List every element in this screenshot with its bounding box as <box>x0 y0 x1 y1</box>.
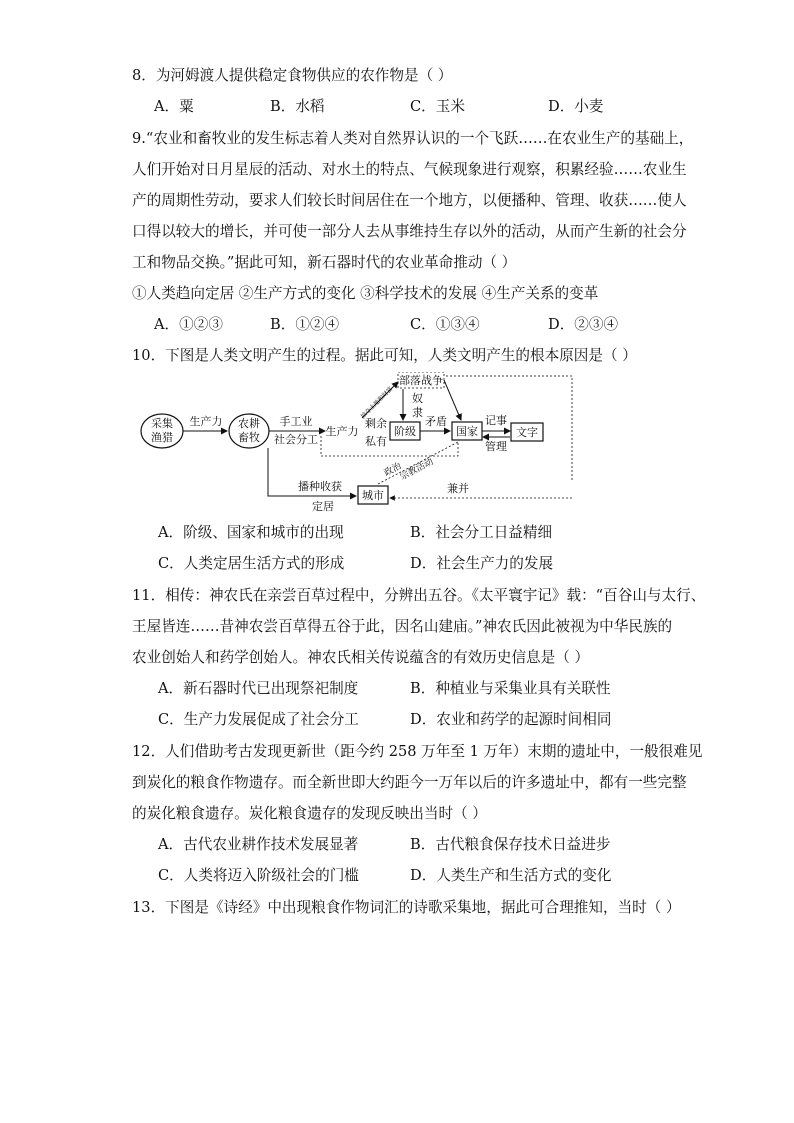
label-politics: 政治 <box>382 461 404 479</box>
q9-line-4: 口得以较大的增长，并可使一部分人去从事维持生存以外的活动，从而产生新的社会分 <box>132 223 687 240</box>
q9-line-5: 工和物品交换。”据此可知，新石器时代的农业革命推动（ ） <box>132 254 517 271</box>
label-private: 私有 <box>365 435 387 448</box>
label-slave-1: 奴 <box>412 392 423 405</box>
q9-option-a: A．①②③ <box>154 316 223 333</box>
node-tribal-war-label: 部落战争 <box>399 374 443 387</box>
node-nonggeng-line2: 畜牧 <box>238 431 260 444</box>
label-productivity-1: 生产力 <box>189 415 223 428</box>
q8-option-b: B．水稻 <box>270 98 325 115</box>
label-annex: 兼并 <box>447 482 469 495</box>
q11-line-1: 11．相传：神农氏在亲尝百草过程中，分辨出五谷。《太平寰宇记》载：“百谷山与太行、 <box>132 587 706 604</box>
q8-stem: 8．为河姆渡人提供稳定食物供应的农作物是（ ） <box>132 67 453 84</box>
label-manage: 管理 <box>485 440 507 453</box>
node-nonggeng-line1: 农耕 <box>238 417 260 430</box>
q12-option-c: C．人类将迈入阶级社会的门槛 <box>158 867 359 884</box>
label-productivity-2: 生产力 <box>325 425 359 438</box>
q9-line-3: 产的周期性劳动，要求人们较长时间居住在一个地方，以便播种、管理、收获……使人 <box>132 192 687 209</box>
label-sow-harvest: 播种收获 <box>298 480 342 493</box>
q11-option-c: C．生产力发展促成了社会分工 <box>158 711 359 728</box>
q9-option-d: D．②③④ <box>548 316 619 333</box>
q11-option-a: A．新石器时代已出现祭祀制度 <box>158 680 359 697</box>
node-state-label: 国家 <box>456 425 478 438</box>
label-slave-2: 隶 <box>412 406 423 419</box>
label-religion: 宗教活动 <box>398 456 436 483</box>
node-city-label: 城市 <box>362 489 384 502</box>
label-record: 记事 <box>485 414 507 427</box>
q12-line-3: 的炭化粮食遗存。炭化粮食遗存的发现反映出当时（ ） <box>132 805 487 822</box>
q8-option-d: D．小麦 <box>548 98 604 115</box>
label-handicraft: 手工业 <box>279 415 313 428</box>
q11-option-b: B．种植业与采集业具有关联性 <box>410 680 611 697</box>
q12-option-b: B．古代粮食保存技术日益进步 <box>410 836 611 853</box>
q11-option-d: D．农业和药学的起源时间相同 <box>410 711 612 728</box>
q9-items: ①人类趋向定居 ②生产方式的变化 ③科学技术的发展 ④生产关系的变革 <box>132 285 599 302</box>
label-social-division: 社会分工 <box>274 433 318 446</box>
q11-line-2: 王屋皆连……昔神农尝百草得五谷于此，因名山建庙。”神农氏因此被视为中华民族的 <box>132 618 673 635</box>
node-caiji-line1: 采集 <box>151 417 173 430</box>
q12-line-2: 到炭化的粮食作物遗存。而全新世即大约距今一万年以后的许多遗址中，都有一些完整 <box>132 774 687 791</box>
q12-option-a: A．古代农业耕作技术发展显著 <box>158 836 359 853</box>
node-caiji-line2: 渔猎 <box>151 431 173 444</box>
label-plunder: 掠夺土地和财富 <box>359 385 395 421</box>
q10-option-b: B．社会分工日益精细 <box>410 524 553 541</box>
q9-option-b: B．①②④ <box>270 316 340 333</box>
civilization-flow-diagram <box>140 372 580 512</box>
q10-stem: 10．下图是人类文明产生的过程。据此可知，人类文明产生的根本原因是（ ） <box>132 347 637 364</box>
node-class-label: 阶级 <box>394 425 416 438</box>
label-settle: 定居 <box>312 500 334 512</box>
q10-option-a: A．阶级、国家和城市的出现 <box>158 524 344 541</box>
q8-option-c: C．玉米 <box>410 98 465 115</box>
q9-line-2: 人们开始对日月星辰的活动、对水土的特点、气候现象进行观察，积累经验……农业生 <box>132 161 687 178</box>
q9-line-1: 9.“农业和畜牧业的发生标志着人类对自然界认识的一个飞跃……在农业生产的基础上， <box>132 130 694 147</box>
q12-line-1: 12．人们借助考古发现更新世（距今约 258 万年至 1 万年）末期的遗址中，一般很难见 <box>132 743 703 760</box>
label-contradiction: 矛盾 <box>425 415 447 428</box>
q13-stem: 13．下图是《诗经》中出现粮食作物词汇的诗歌采集地，据此可合理推知，当时（ ） <box>132 899 681 916</box>
q12-option-d: D．人类生产和生活方式的变化 <box>410 867 612 884</box>
label-surplus: 剩余 <box>365 417 387 430</box>
arrow-war-to-state <box>444 380 461 420</box>
q9-option-c: C．①③④ <box>410 316 480 333</box>
q11-line-3: 农业创始人和药学创始人。神农氏相关传说蕴含的有效历史信息是（ ） <box>132 649 590 666</box>
q8-option-a: A．粟 <box>154 98 194 115</box>
q10-option-c: C．人类定居生活方式的形成 <box>158 555 345 572</box>
node-writing-label: 文字 <box>516 426 538 439</box>
q10-option-d: D．社会生产力的发展 <box>410 555 554 572</box>
